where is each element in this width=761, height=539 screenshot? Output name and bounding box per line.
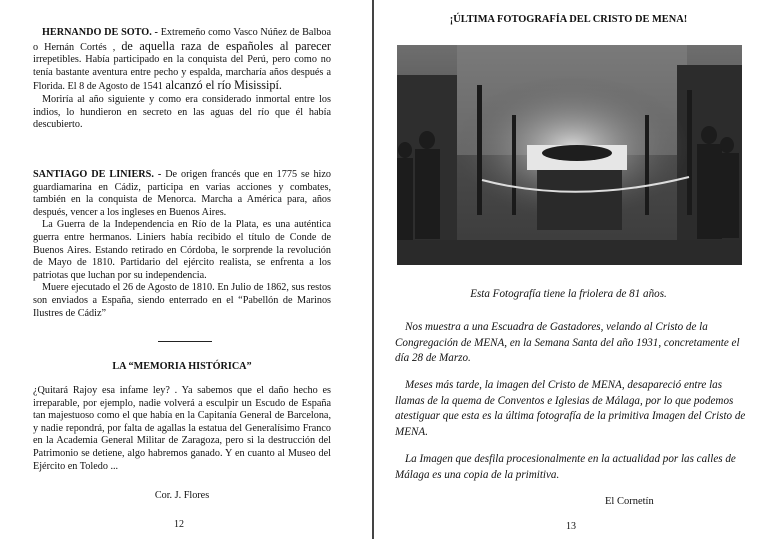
page-number-left: 12 xyxy=(174,519,184,530)
signature-right: El Cornetín xyxy=(605,496,654,507)
soto-section xyxy=(33,27,331,132)
left-page xyxy=(0,0,372,539)
page-number-right: 13 xyxy=(566,521,576,532)
paragraph-1-text: Nos muestra a una Escuadra de Gastadores, velando al Cristo de la Congregación de MENA, en la Semana Santa del año 1931, concretamente el día 28 de Marzo. xyxy=(395,321,740,365)
photo-illustration xyxy=(397,45,742,265)
section-divider xyxy=(158,341,212,342)
soto-text-b: de aquella raza de españoles al parecer xyxy=(121,38,331,53)
page-title: ¡ÚLTIMA FOTOGRAFÍA DEL CRISTO DE MENA! xyxy=(449,14,688,25)
soto-text-d: alcanzó el río Misissipí. xyxy=(165,78,282,93)
historic-photo xyxy=(397,45,742,265)
paragraph-1 xyxy=(395,320,750,367)
liniers-title: SANTIAGO DE LINIERS. - xyxy=(33,169,162,180)
soto-text-c: irrepetibles. Había participado en la conquista del Perú, pero como no tenía bastante aventura entre pecho y espalda, marcharía años después a Florida. El 8 de Agosto de 1541 xyxy=(33,54,331,93)
right-page xyxy=(376,0,761,539)
liniers-paragraph-2: La Guerra de la Independencia en Río de la Plata, es una auténtica guerra entre hermanos. Liniers había recibido el título de Conde de Buenos Aires. Estando retirado en Córdoba, le sorprende la revolución de Mayo de 1810. Partidario del ejército realista, se enfrenta a los patriotas que luchan por su independencia. xyxy=(33,219,331,281)
photo-caption: Esta Fotografía tiene la friolera de 81 años. xyxy=(470,288,667,300)
paragraph-3-text: La Imagen que desfila procesionalmente en la actualidad por las calles de Málaga es una copia de la primitiva. xyxy=(395,453,736,481)
liniers-text-1: De origen francés que en 1775 se hizo guardiamarina en Cádiz, participa en varias acciones y combates, también en la conquista de Menorca. Marcha a América para, años después, vencer a los ingleses en Buenos Aires. xyxy=(33,169,331,218)
liniers-paragraph-3: Muere ejecutado el 26 de Agosto de 1810. En Julio de 1862, sus restos son enviados a España, siendo enterrado en el “Pabellón de Marinos Ilustres de Cádiz” xyxy=(33,282,331,319)
signature-left: Cor. J. Flores xyxy=(154,490,210,501)
soto-text-a: Extremeño como Vasco Núñez de Balboa o Hernán Cortés , xyxy=(33,27,331,53)
paragraph-3 xyxy=(395,452,750,483)
memoria-title: LA “MEMORIA HISTÓRICA” xyxy=(112,361,252,372)
soto-paragraph-2: Moriría al año siguiente y como era considerado inmortal entre los indios, lo hundieron en secreto en las aguas del río que él había descubierto. xyxy=(33,93,331,131)
memoria-paragraph: ¿Quitará Rajoy esa infame ley? . Ya sabemos que el daño hecho es irreparable, por ejemplo, nadie volverá a esculpir un Escudo de España tan majestuoso como el que había en la Capitanía General de Barcelona, y nadie repondrá, por falta de agallas la estatua del Generalísimo Franco en la Academia General Militar de Zaragoza, pero si la destrucción del Patrimonio se detiene, algo habremos ganado. Y en cuanto al Museo del Ejército en Toledo ... xyxy=(33,385,331,472)
liniers-section xyxy=(33,169,331,320)
paragraph-2-text: Meses más tarde, la imagen del Cristo de MENA, desapareció entre las llamas de la quema de Conventos e Iglesias de Málaga, por lo que podemos atestiguar que esta es la última fotografía de la primitiva Imagen del Cristo de MENA. xyxy=(395,379,746,438)
page-divider xyxy=(372,0,374,539)
paragraph-2 xyxy=(395,378,750,440)
soto-title: HERNANDO DE SOTO. - xyxy=(42,27,158,38)
